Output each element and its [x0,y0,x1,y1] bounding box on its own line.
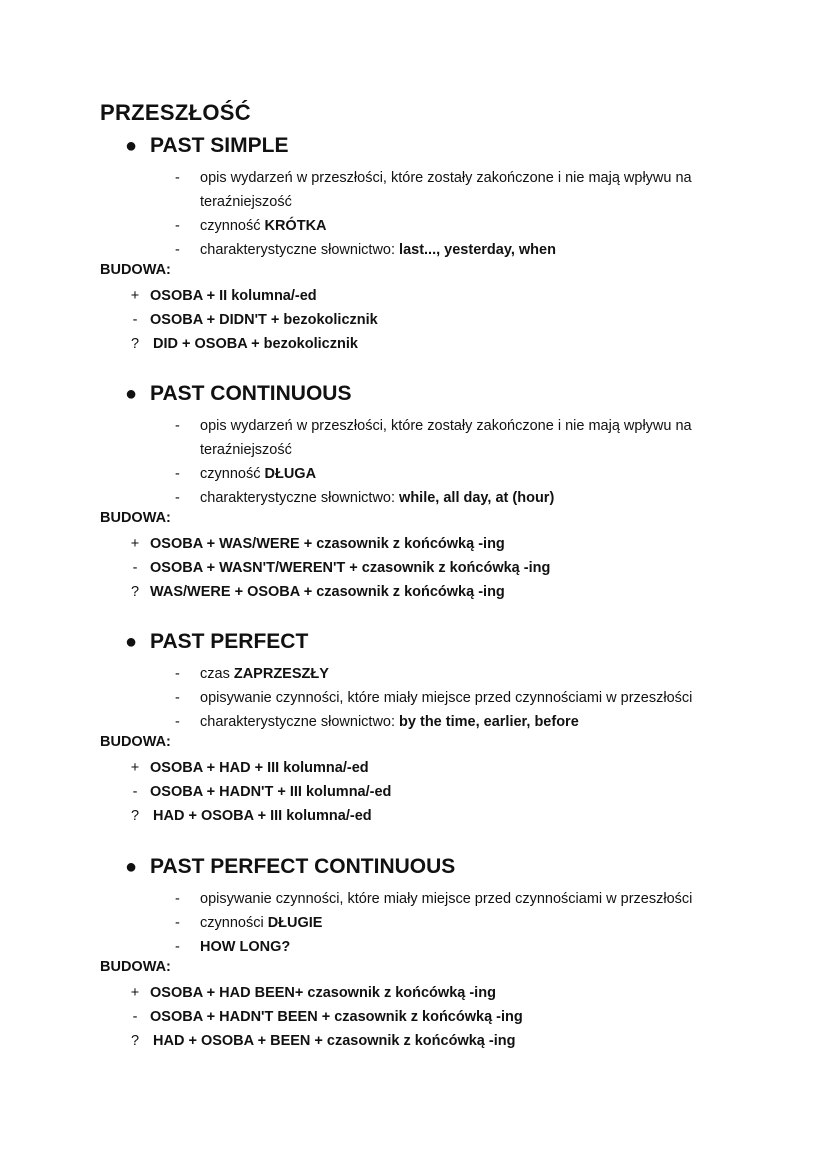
description-list [175,662,735,734]
list-item: - charakterystyczne słownictwo: by the time, earlier, before [175,714,579,730]
list-item: - czynności DŁUGIE [175,915,323,931]
formula-negative: - OSOBA + DIDN'T + bezokolicznik [132,312,378,328]
list-item: - HOW LONG? [175,939,291,955]
budowa-label: BUDOWA: [100,734,171,750]
tense-heading: ● PAST PERFECT CONTINUOUS [125,855,456,878]
formula-negative: - OSOBA + WASN'T/WEREN'T + czasownik z końcówką -ing [132,560,551,576]
list-item: - charakterystyczne słownictwo: last..., yesterday, when [175,242,556,258]
tense-heading: ● PAST PERFECT [125,630,309,653]
bullet-icon: ● [125,383,138,405]
formula-list [120,284,378,356]
list-item: - opis wydarzeń w przeszłości, które zostały zakończone i nie mają wpływu na teraźniejszość [175,418,692,458]
formula-affirmative: + OSOBA + HAD + III kolumna/-ed [130,760,369,776]
formula-affirmative: + OSOBA + HAD BEEN+ czasownik z końcówką -ing [130,985,496,1001]
list-item: - czas ZAPRZESZŁY [175,666,329,682]
formula-list [120,981,523,1053]
formula-affirmative: + OSOBA + II kolumna/-ed [130,288,317,304]
list-item: - opis wydarzeń w przeszłości, które zostały zakończone i nie mają wpływu na teraźniejszość [175,170,692,210]
bullet-icon: ● [125,856,138,878]
list-item: - czynność DŁUGA [175,466,317,482]
list-item: - opisywanie czynności, które miały miejsce przed czynnościami w przeszłości [175,690,693,706]
formula-question: ? HAD + OSOBA + BEEN + czasownik z końcówką -ing [130,1033,516,1049]
budowa-label: BUDOWA: [100,959,171,975]
budowa-label: BUDOWA: [100,510,171,526]
list-item: - czynność KRÓTKA [175,218,327,234]
description-list [175,887,735,959]
tense-heading: ● PAST SIMPLE [125,134,289,157]
formula-list [120,532,550,604]
formula-negative: - OSOBA + HADN'T BEEN + czasownik z końcówką -ing [132,1009,523,1025]
formula-list [120,756,391,828]
formula-affirmative: + OSOBA + WAS/WERE + czasownik z końcówką -ing [130,536,505,552]
list-item: - opisywanie czynności, które miały miejsce przed czynnościami w przeszłości [175,891,693,907]
description-list [175,414,735,510]
tense-heading: ● PAST CONTINUOUS [125,382,352,405]
formula-question: ? WAS/WERE + OSOBA + czasownik z końcówką -ing [130,584,505,600]
list-item: - charakterystyczne słownictwo: while, all day, at (hour) [175,490,555,506]
formula-negative: - OSOBA + HADN'T + III kolumna/-ed [132,784,392,800]
formula-question: ? DID + OSOBA + bezokolicznik [130,336,358,352]
description-list [175,166,735,262]
formula-question: ? HAD + OSOBA + III kolumna/-ed [130,808,372,824]
page-title: PRZESZŁOŚĆ [100,100,251,125]
bullet-icon: ● [125,631,138,653]
budowa-label: BUDOWA: [100,262,171,278]
bullet-icon: ● [125,135,138,157]
